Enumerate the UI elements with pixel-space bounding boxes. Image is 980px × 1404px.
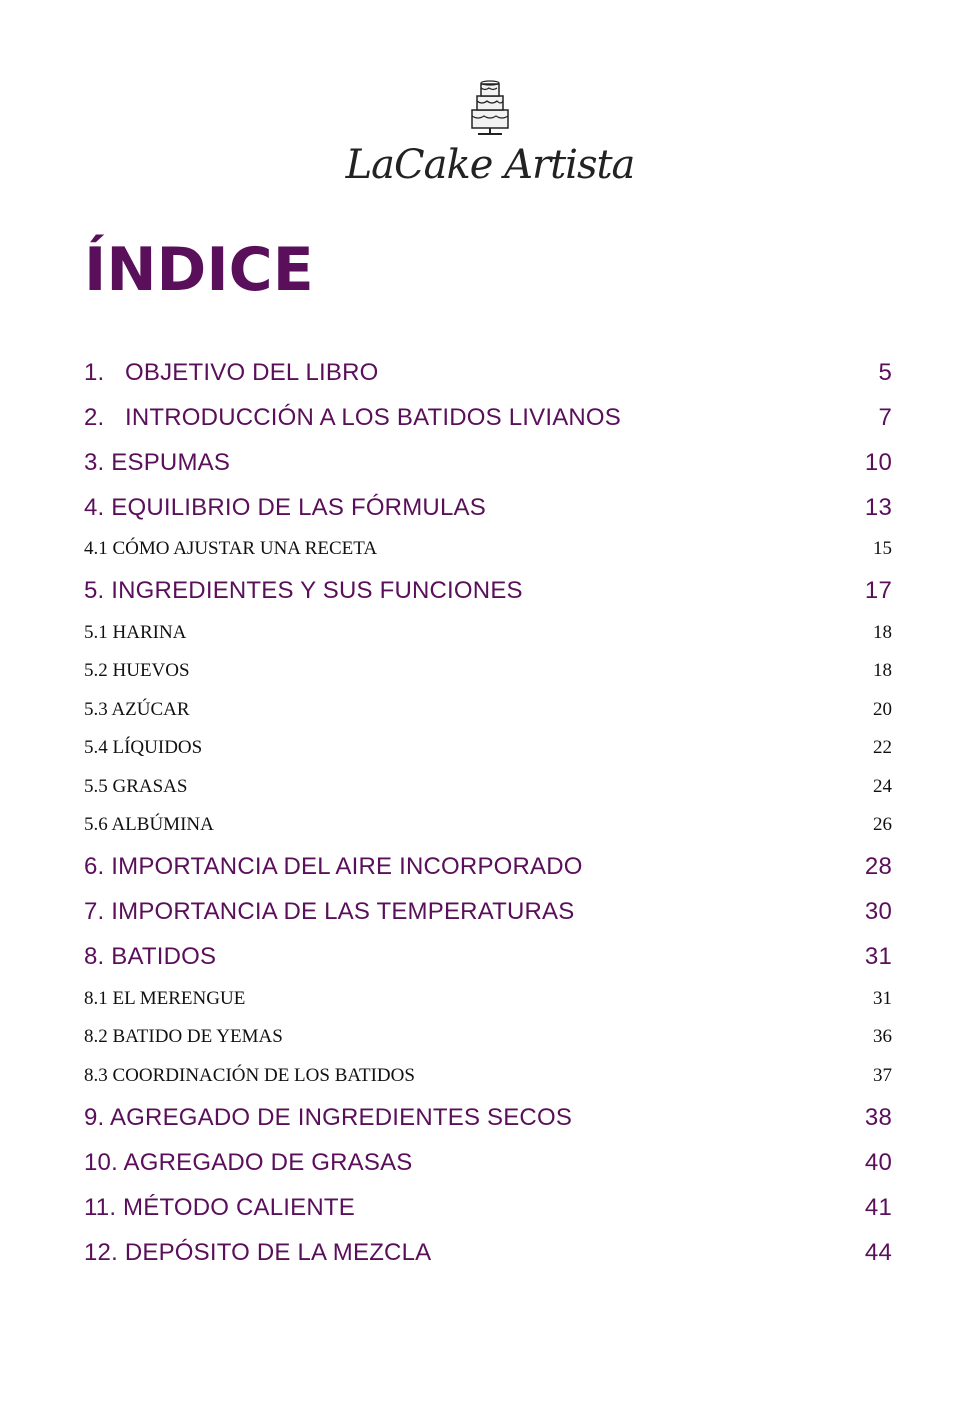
toc-chapter-row <box>84 845 892 890</box>
toc-entry-label: 1. OBJETIVO DEL LIBRO <box>84 358 379 386</box>
toc-entry-label: 5. INGREDIENTES Y SUS FUNCIONES <box>84 577 523 604</box>
cake-icon <box>340 72 640 152</box>
toc-entry-label: 5.5 GRASAS <box>84 775 188 797</box>
toc-entry-label: 5.3 AZÚCAR <box>84 698 190 720</box>
toc-chapter-row <box>84 1095 892 1140</box>
toc-entry-label: 5.2 HUEVOS <box>84 660 190 682</box>
table-of-contents <box>84 350 892 1275</box>
toc-chapter-row <box>84 890 892 935</box>
toc-entry-label: 8.1 EL MERENGUE <box>84 987 246 1009</box>
toc-section-row <box>84 729 892 768</box>
toc-page-number: 31 <box>864 943 892 970</box>
toc-page-number: 18 <box>873 660 892 682</box>
toc-page-number: 20 <box>873 698 892 720</box>
toc-entry-label: 9. AGREGADO DE INGREDIENTES SECOS <box>84 1103 573 1131</box>
toc-entry-label: 3. ESPUMAS <box>84 448 231 476</box>
toc-section-row <box>84 614 892 653</box>
toc-chapter-row <box>84 1230 892 1275</box>
toc-entry-label: 5.1 HARINA <box>84 621 187 643</box>
toc-entry-label: 8. BATIDOS <box>84 943 217 970</box>
brand-logo <box>340 72 640 212</box>
toc-entry-label: 4. EQUILIBRIO DE LAS FÓRMULAS <box>84 493 486 521</box>
toc-page-number: 22 <box>873 737 892 759</box>
toc-page-number: 28 <box>864 853 892 880</box>
toc-page-number: 7 <box>878 403 892 431</box>
toc-page-number: 15 <box>873 538 892 560</box>
toc-page-number: 38 <box>864 1103 892 1131</box>
toc-entry-label: 5.6 ALBÚMINA <box>84 814 214 836</box>
toc-page-number: 30 <box>864 898 892 925</box>
toc-entry-label: 11. MÉTODO CALIENTE <box>84 1193 355 1221</box>
toc-page-number: 40 <box>864 1148 892 1176</box>
toc-page-number: 31 <box>873 987 892 1009</box>
toc-entry-label: 8.3 COORDINACIÓN DE LOS BATIDOS <box>84 1064 415 1086</box>
toc-entry-label: 12. DEPÓSITO DE LA MEZCLA <box>84 1238 432 1266</box>
toc-section-row <box>84 530 892 569</box>
toc-page-number: 37 <box>873 1064 892 1086</box>
toc-page-number: 36 <box>873 1026 892 1048</box>
toc-page-number: 41 <box>864 1193 892 1221</box>
toc-page-number: 18 <box>873 621 892 643</box>
toc-chapter-row <box>84 569 892 614</box>
toc-chapter-row <box>84 485 892 530</box>
toc-page-number: 24 <box>873 775 892 797</box>
toc-section-row <box>84 806 892 845</box>
toc-entry-label: 7. IMPORTANCIA DE LAS TEMPERATURAS <box>84 898 575 925</box>
toc-page-number: 17 <box>864 577 892 604</box>
toc-chapter-row <box>84 350 892 395</box>
toc-page-number: 44 <box>864 1238 892 1266</box>
toc-section-row <box>84 1018 892 1057</box>
logo-text: LaCake Artista <box>345 142 635 188</box>
toc-entry-label: 8.2 BATIDO DE YEMAS <box>84 1026 283 1048</box>
toc-page-number: 13 <box>864 493 892 521</box>
toc-page-number: 5 <box>878 358 892 386</box>
toc-chapter-row <box>84 935 892 980</box>
toc-chapter-row <box>84 1140 892 1185</box>
toc-section-row <box>84 980 892 1019</box>
toc-section-row <box>84 652 892 691</box>
toc-section-row <box>84 691 892 730</box>
toc-entry-label: 2. INTRODUCCIÓN A LOS BATIDOS LIVIANOS <box>84 403 622 431</box>
toc-entry-label: 10. AGREGADO DE GRASAS <box>84 1148 413 1176</box>
toc-page-number: 10 <box>864 448 892 476</box>
toc-chapter-row <box>84 440 892 485</box>
toc-section-row <box>84 768 892 807</box>
page-title: ÍNDICE <box>84 235 314 305</box>
toc-entry-label: 6. IMPORTANCIA DEL AIRE INCORPORADO <box>84 853 583 880</box>
toc-chapter-row <box>84 395 892 440</box>
toc-section-row <box>84 1057 892 1096</box>
toc-page-number: 26 <box>873 814 892 836</box>
toc-entry-label: 5.4 LÍQUIDOS <box>84 737 203 759</box>
toc-chapter-row <box>84 1185 892 1230</box>
toc-entry-label: 4.1 CÓMO AJUSTAR UNA RECETA <box>84 538 378 560</box>
